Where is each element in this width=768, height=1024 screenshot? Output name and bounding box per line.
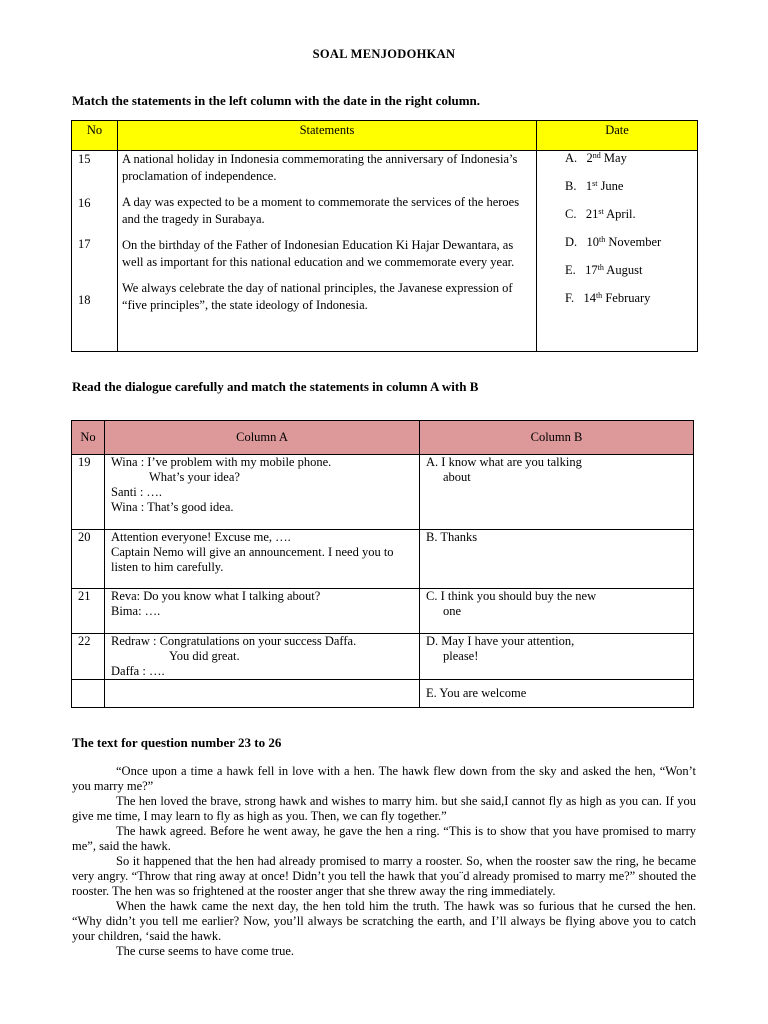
story-paragraph: “Once upon a time a hawk fell in love with a hen. The hawk flew down from the sky and asked the hen, “Won’t you marry me?” bbox=[72, 764, 696, 793]
row-number: 19 bbox=[72, 455, 105, 530]
matching-table-dates bbox=[71, 120, 698, 352]
header-no: No bbox=[72, 421, 105, 455]
matching-table-dialogue bbox=[71, 420, 694, 708]
column-a-cell bbox=[105, 680, 420, 708]
table-row bbox=[72, 530, 694, 589]
column-b-cell: B. Thanks bbox=[420, 530, 694, 589]
table-row bbox=[72, 455, 694, 530]
section1-instruction: Match the statements in the left column with the date in the right column. bbox=[72, 93, 481, 108]
story-paragraph: So it happened that the hen had already promised to marry a rooster. So, when the rooster saw the ring, he became very angry. “Throw that ring away at once! Didn’t you tell the hawk that you¨d already promised to marry me?” shouted the rooster. The hen was so frightened at the rooster anger that she threw away the ring immediately. bbox=[72, 854, 696, 898]
section2-instruction: Read the dialogue carefully and match the statements in column A with B bbox=[72, 379, 479, 394]
header-date: Date bbox=[537, 121, 698, 151]
statement: We always celebrate the day of national principles, the Javanese expression of “five principles”, the state ideology of Indonesia. bbox=[122, 281, 513, 312]
header-column-a: Column A bbox=[105, 421, 420, 455]
column-b-cell: C. I think you should buy the new one bbox=[420, 589, 694, 634]
row-number: 22 bbox=[72, 634, 105, 680]
header-no: No bbox=[72, 121, 118, 151]
statement: On the birthday of the Father of Indonesian Education Ki Hajar Dewantara, as well as important for this national education and we commemorate every year. bbox=[122, 238, 515, 269]
column-b-cell: A. I know what are you talking about bbox=[420, 455, 694, 530]
date-option: C. 21st April. bbox=[565, 207, 636, 221]
question-number: 17 bbox=[78, 237, 91, 251]
number-column bbox=[72, 151, 118, 352]
column-a-cell: Wina : I’ve problem with my mobile phone. What’s your idea? Santi : …. Wina : That’s good idea. bbox=[105, 455, 420, 530]
statements-column bbox=[118, 151, 537, 352]
page-title: SOAL MENJODOHKAN bbox=[312, 47, 456, 61]
date-option: A. 2nd May bbox=[565, 151, 627, 165]
story-paragraph: When the hawk came the next day, the hen told him the truth. The hawk was so furious that he cursed the hen. “Why didn’t you tell me earlier? Now, you’ll always be scratching the earth, and I’ll always be flying above you to catch your children, ‘said the hawk. bbox=[72, 899, 696, 943]
statement: A day was expected to be a moment to commemorate the services of the heroes and the tragedy in Surabaya. bbox=[122, 195, 520, 226]
story-paragraph: The hen loved the brave, strong hawk and wishes to marry him. but she said,I cannot fly as high as you can. If you give me time, I may learn to fly as high as you. Then, we can fly together.” bbox=[72, 794, 696, 823]
question-number: 16 bbox=[78, 196, 91, 210]
column-b-cell: E. You are welcome bbox=[420, 680, 694, 708]
date-option: E. 17th August bbox=[565, 263, 643, 277]
dates-column bbox=[537, 151, 698, 352]
date-option: B. 1st June bbox=[565, 179, 624, 193]
column-a-cell: Attention everyone! Excuse me, …. Captain Nemo will give an announcement. I need you to listen to him carefully. bbox=[105, 530, 420, 589]
table-row bbox=[72, 589, 694, 634]
story-text bbox=[72, 764, 696, 959]
section3-heading: The text for question number 23 to 26 bbox=[72, 735, 282, 750]
question-number: 15 bbox=[78, 152, 91, 166]
story-paragraph: The hawk agreed. Before he went away, he gave the hen a ring. “This is to show that you have promised to marry me”, said the hawk. bbox=[72, 824, 696, 853]
header-column-b: Column B bbox=[420, 421, 694, 455]
table-row bbox=[72, 680, 694, 708]
column-b-cell: D. May I have your attention, please! bbox=[420, 634, 694, 680]
date-option: F. 14th February bbox=[565, 291, 651, 305]
column-a-cell: Reva: Do you know what I talking about? Bima: …. bbox=[105, 589, 420, 634]
header-statements: Statements bbox=[118, 121, 537, 151]
row-number: 21 bbox=[72, 589, 105, 634]
row-number bbox=[72, 680, 105, 708]
column-a-cell: Redraw : Congratulations on your success Daffa. You did great. Daffa : …. bbox=[105, 634, 420, 680]
question-number: 18 bbox=[78, 293, 91, 307]
row-number: 20 bbox=[72, 530, 105, 589]
statement: A national holiday in Indonesia commemorating the anniversary of Indonesia’s proclamation of independence. bbox=[122, 152, 518, 183]
story-paragraph: The curse seems to have come true. bbox=[116, 944, 295, 958]
table-row bbox=[72, 634, 694, 680]
date-option: D. 10th November bbox=[565, 235, 662, 249]
